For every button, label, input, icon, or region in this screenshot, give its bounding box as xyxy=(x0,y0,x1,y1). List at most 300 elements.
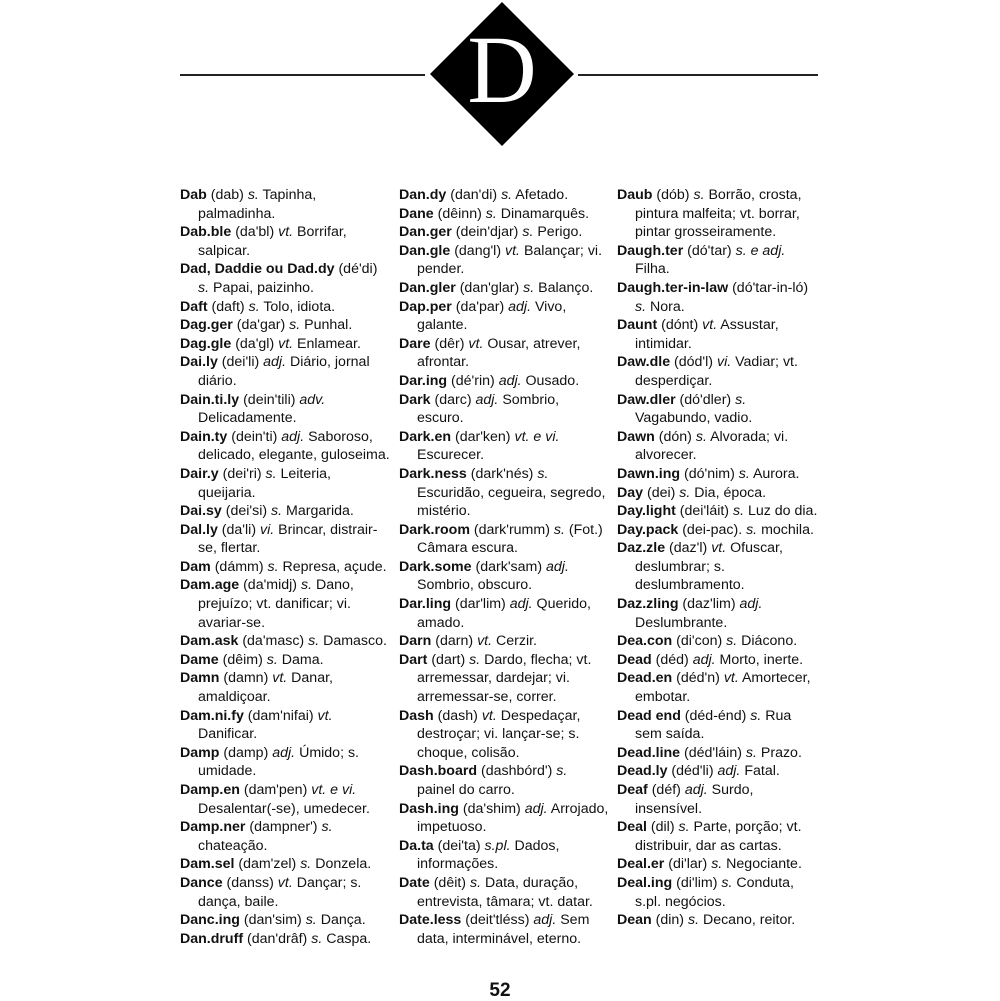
headword: Dain.ti.ly xyxy=(180,391,240,408)
pronunciation: (dash) xyxy=(433,707,482,724)
pronunciation: (dón) xyxy=(654,428,696,445)
headword: Daugh.ter-in-law xyxy=(617,279,729,296)
definition: Damasco. xyxy=(319,633,387,650)
headword: Danc.ing xyxy=(180,912,240,929)
definition: Rua sem saída. xyxy=(635,707,792,743)
pronunciation: (dêim) xyxy=(218,651,267,668)
dictionary-entry xyxy=(617,539,822,595)
definition: Danificar. xyxy=(198,726,258,743)
part-of-speech: s. xyxy=(693,187,705,203)
headword: Deaf xyxy=(617,782,648,798)
headword: Date.less xyxy=(399,912,462,929)
pronunciation: (damp) xyxy=(219,744,273,761)
page-number: 52 xyxy=(489,980,511,1001)
pronunciation: (dar'lim) xyxy=(451,596,510,613)
headword: Dan.dy xyxy=(399,187,447,203)
headword: Day xyxy=(617,484,644,501)
pronunciation: (dód'l) xyxy=(670,354,717,371)
definition: Dia, época. xyxy=(690,484,767,501)
pronunciation: (deit'tléss) xyxy=(461,912,534,929)
headword: Dark xyxy=(399,391,431,408)
pronunciation: (darc) xyxy=(430,391,476,408)
part-of-speech: vi. xyxy=(260,521,275,538)
dictionary-entry xyxy=(180,391,390,428)
part-of-speech: vt. xyxy=(468,335,484,352)
dictionary-entry xyxy=(180,707,390,744)
dictionary-entry xyxy=(399,242,609,279)
part-of-speech: vt. xyxy=(278,224,294,241)
part-of-speech: s. xyxy=(469,874,482,891)
headword: Dash.ing xyxy=(399,800,459,817)
pronunciation: (dan'glar) xyxy=(455,279,524,296)
part-of-speech: vt. e vi. xyxy=(311,782,357,798)
part-of-speech: vt. e vi. xyxy=(514,428,560,445)
definition: Sombrio, escuro. xyxy=(417,391,560,427)
definition: Tolo, idiota. xyxy=(259,298,336,315)
pronunciation: (dan'sim) xyxy=(239,912,306,929)
part-of-speech: s. xyxy=(678,819,690,836)
part-of-speech: s. xyxy=(556,763,568,780)
dictionary-entry xyxy=(399,800,609,837)
part-of-speech: vt. xyxy=(272,670,288,687)
definition: Donzela. xyxy=(311,856,372,873)
headword: Dad, Daddie ou Dad.dy xyxy=(180,261,335,278)
pronunciation: (dam'pen) xyxy=(239,782,312,798)
definition: Delicadamente. xyxy=(198,410,297,427)
part-of-speech: adj. xyxy=(475,391,499,408)
part-of-speech: s. xyxy=(289,317,301,334)
headword: Dag.gle xyxy=(180,335,232,352)
headword: Dash xyxy=(399,707,434,724)
dictionary-entry xyxy=(399,428,609,465)
dictionary-entry xyxy=(180,669,390,706)
part-of-speech: s. xyxy=(726,633,738,650)
headword: Dab.ble xyxy=(180,224,232,241)
definition: Dança. xyxy=(316,912,366,929)
definition: Dançar; s. dança, baile. xyxy=(198,874,362,910)
headword: Date xyxy=(399,874,430,891)
part-of-speech: adj. xyxy=(546,558,569,575)
definition: Surdo, insensível. xyxy=(635,782,754,817)
pronunciation: (da'li) xyxy=(217,521,260,538)
pronunciation: (dein'djar) xyxy=(451,224,523,241)
dictionary-entry xyxy=(617,428,822,465)
dictionary-entry xyxy=(399,205,609,224)
definition: Punhal. xyxy=(300,317,353,334)
header-rule-right xyxy=(578,74,818,76)
pronunciation: (dé'rin) xyxy=(447,372,499,389)
pronunciation: (din) xyxy=(651,912,688,929)
headword: Dark.en xyxy=(399,428,452,445)
definition: Afetado. xyxy=(512,187,569,203)
definition: Assustar, intimidar. xyxy=(635,317,779,352)
dictionary-entry xyxy=(617,651,822,670)
pronunciation: (dó'dler) xyxy=(675,391,736,408)
pronunciation: (dampner') xyxy=(245,819,322,836)
part-of-speech: s. xyxy=(198,279,210,296)
headword: Dar.ling xyxy=(399,596,452,613)
pronunciation: (dein'tili) xyxy=(239,391,300,408)
pronunciation: (dashbórd') xyxy=(477,763,557,780)
definition: Ousado. xyxy=(521,372,580,389)
pronunciation: (dark'rumm) xyxy=(469,521,554,538)
part-of-speech: vt. xyxy=(477,633,493,650)
part-of-speech: adj. xyxy=(272,744,296,761)
pronunciation: (dei'láit) xyxy=(675,503,733,520)
part-of-speech: vt. xyxy=(317,707,333,724)
dictionary-entry xyxy=(399,632,609,651)
dictionary-entry xyxy=(399,558,609,595)
definition: Amortecer, embotar. xyxy=(635,670,811,706)
part-of-speech: s. xyxy=(300,577,313,594)
dictionary-entry xyxy=(180,298,390,317)
part-of-speech: s. xyxy=(523,279,535,296)
headword: Dead.ly xyxy=(617,763,668,780)
headword: Dane xyxy=(399,205,434,222)
pronunciation: (déf) xyxy=(647,782,685,798)
part-of-speech: s. xyxy=(321,819,333,836)
part-of-speech: s. xyxy=(745,744,757,761)
dictionary-entry xyxy=(617,744,822,763)
definition: painel do carro. xyxy=(417,782,515,798)
pronunciation: (daft) xyxy=(207,298,249,315)
headword: Dawn.ing xyxy=(617,465,681,482)
definition: Arrojado, impetuoso. xyxy=(417,800,609,836)
headword: Daw.dle xyxy=(617,354,671,371)
dictionary-entry xyxy=(617,391,822,428)
definition: Dinamarquês. xyxy=(496,205,590,222)
dictionary-entry xyxy=(399,707,609,763)
pronunciation: (dêinn) xyxy=(433,205,486,222)
part-of-speech: s. xyxy=(735,391,747,408)
definition: Vadiar; vt. desperdiçar. xyxy=(635,354,798,389)
dictionary-entry xyxy=(180,874,390,911)
part-of-speech: vt. xyxy=(702,317,718,334)
part-of-speech: adj. xyxy=(263,354,287,371)
definition: Cerzir. xyxy=(492,633,537,650)
headword: Dean xyxy=(617,912,652,929)
definition: Leiteria, queijaria. xyxy=(198,465,331,501)
headword: Darn xyxy=(399,633,432,650)
dictionary-entry xyxy=(617,911,822,930)
definition: Diário, jornal diário. xyxy=(198,354,370,389)
dictionary-entry xyxy=(180,558,390,577)
definition: Alvorada; vi. alvorecer. xyxy=(635,428,789,464)
part-of-speech: s. xyxy=(695,428,707,445)
dictionary-entry xyxy=(399,874,609,911)
definition: Saboroso, delicado, elegante, guloseima. xyxy=(198,428,390,464)
dictionary-entry xyxy=(617,855,822,874)
headword: Dan.ger xyxy=(399,224,452,241)
dictionary-entry xyxy=(180,465,390,502)
part-of-speech: adv. xyxy=(299,391,326,408)
dictionary-entry xyxy=(180,781,390,818)
pronunciation: (déd'li) xyxy=(667,763,718,780)
part-of-speech: s. xyxy=(537,465,549,482)
dictionary-entry xyxy=(617,818,822,855)
headword: Dai.sy xyxy=(180,503,222,520)
dictionary-entry xyxy=(399,837,609,874)
headword: Dap.per xyxy=(399,298,452,315)
header-rule-left xyxy=(180,74,425,76)
definition: Dano, prejuízo; vt. danificar; vi. avariar-se. xyxy=(198,577,354,631)
pronunciation: (da'gar) xyxy=(232,317,290,334)
headword: Damp.ner xyxy=(180,819,246,836)
pronunciation: (dei) xyxy=(643,484,680,501)
definition: Prazo. xyxy=(756,744,802,761)
definition: Borrifar, salpicar. xyxy=(198,224,347,259)
definition: Ousar, atrever, afrontar. xyxy=(417,335,581,371)
definition: Parte, porção; vt. distribuir, dar as cartas. xyxy=(635,819,802,854)
pronunciation: (dart) xyxy=(427,651,470,668)
headword: Dan.gler xyxy=(399,279,456,296)
definition: Enlamear. xyxy=(293,335,361,352)
dictionary-entry xyxy=(399,279,609,298)
pronunciation: (darn) xyxy=(431,633,478,650)
definition: Deslumbrante. xyxy=(635,614,728,631)
headword: Dead.line xyxy=(617,744,681,761)
headword: Dea.con xyxy=(617,633,673,650)
pronunciation: (dei'li) xyxy=(217,354,264,371)
definition: mochila. xyxy=(757,521,814,538)
dictionary-entry xyxy=(617,316,822,353)
part-of-speech: s. xyxy=(721,874,733,891)
headword: Dam.ni.fy xyxy=(180,707,244,724)
definition: Dados, informações. xyxy=(417,837,560,873)
dictionary-entry xyxy=(180,428,390,465)
pronunciation: (dei'ta) xyxy=(433,837,485,854)
part-of-speech: s. xyxy=(553,521,565,538)
part-of-speech: s. xyxy=(711,856,723,873)
pronunciation: (dé'di) xyxy=(334,261,378,278)
pronunciation: (di'lim) xyxy=(672,874,722,891)
pronunciation: (daz'l) xyxy=(665,540,712,557)
dictionary-entry xyxy=(180,316,390,335)
dictionary-entry xyxy=(399,186,609,205)
definition: Aurora. xyxy=(749,465,800,482)
definition: Data, duração, entrevista, tâmara; vt. datar. xyxy=(417,874,593,910)
pronunciation: (dei'si) xyxy=(221,503,272,520)
pronunciation: (dam'zel) xyxy=(234,856,301,873)
headword: Daz.zling xyxy=(617,596,679,613)
part-of-speech: vt. xyxy=(711,540,727,557)
headword: Daugh.ter xyxy=(617,242,684,259)
pronunciation: (dêit) xyxy=(429,874,470,891)
pronunciation: (dónt) xyxy=(657,317,703,334)
dictionary-entry xyxy=(180,818,390,855)
pronunciation: (dang'l) xyxy=(450,242,506,259)
headword: Dan.druff xyxy=(180,930,244,947)
pronunciation: (dei-pac). xyxy=(678,521,747,538)
definition: Querido, amado. xyxy=(417,596,591,631)
dictionary-entry xyxy=(617,762,822,781)
definition: Balançar; vi. pender. xyxy=(417,242,603,278)
part-of-speech: adj. xyxy=(739,596,763,613)
headword: Dare xyxy=(399,335,431,352)
dictionary-entry xyxy=(617,781,822,818)
part-of-speech: s. xyxy=(266,651,278,668)
part-of-speech: vt. xyxy=(481,707,497,724)
pronunciation: (dei'ri) xyxy=(218,465,266,482)
dictionary-entry xyxy=(399,595,609,632)
pronunciation: (dó'tar-in-ló) xyxy=(728,279,809,296)
pronunciation: (déd) xyxy=(651,651,693,668)
part-of-speech: s. xyxy=(469,651,481,668)
dictionary-entry xyxy=(399,391,609,428)
column-2 xyxy=(399,186,609,948)
headword: Dam.age xyxy=(180,577,240,594)
dictionary-entry xyxy=(617,465,822,484)
dictionary-entry xyxy=(399,465,609,521)
pronunciation: (dan'drâf) xyxy=(243,930,312,947)
part-of-speech: s. xyxy=(248,298,260,315)
pronunciation: (di'con) xyxy=(672,633,727,650)
dictionary-entry xyxy=(617,669,822,706)
headword: Dead xyxy=(617,651,652,668)
headword: Dart xyxy=(399,651,428,668)
headword: Dan.gle xyxy=(399,242,451,259)
part-of-speech: s. xyxy=(267,558,279,575)
dictionary-entry xyxy=(180,260,390,297)
part-of-speech: s. xyxy=(485,205,497,222)
dictionary-entry xyxy=(180,930,390,949)
dictionary-entry xyxy=(180,186,390,223)
part-of-speech: s. xyxy=(687,912,700,929)
definition: Filha. xyxy=(635,261,670,278)
definition: Tapinha, palmadinha. xyxy=(198,187,317,222)
pronunciation: (da'masc) xyxy=(238,633,309,650)
headword: Dab xyxy=(180,187,207,203)
pronunciation: (damn) xyxy=(219,670,273,687)
headword: Daw.dler xyxy=(617,391,676,408)
pronunciation: (déd-énd) xyxy=(680,707,751,724)
part-of-speech: s. xyxy=(271,503,283,520)
headword: Damp.en xyxy=(180,782,240,798)
pronunciation: (daz'lim) xyxy=(678,596,740,613)
headword: Deal xyxy=(617,819,647,836)
section-letter: D xyxy=(467,16,537,123)
headword: Dam.sel xyxy=(180,856,235,873)
part-of-speech: s. xyxy=(522,224,534,241)
definition: Vivo, galante. xyxy=(417,298,567,334)
part-of-speech: s. xyxy=(308,633,320,650)
part-of-speech: s. xyxy=(732,503,745,520)
dictionary-entry xyxy=(617,242,822,279)
definition: Margarida. xyxy=(282,503,354,520)
dictionary-entry xyxy=(180,576,390,632)
definition: Caspa. xyxy=(322,930,372,947)
headword: Deal.ing xyxy=(617,874,673,891)
dictionary-entry xyxy=(617,595,822,632)
definition: Escurecer. xyxy=(417,447,485,464)
headword: Dark.room xyxy=(399,521,470,538)
dictionary-entry xyxy=(617,353,822,390)
part-of-speech: vi. xyxy=(716,354,732,371)
pronunciation: (dil) xyxy=(646,819,679,836)
definition: Perigo. xyxy=(533,224,583,241)
headword: Daz.zle xyxy=(617,540,666,557)
part-of-speech: s. xyxy=(300,856,312,873)
headword: Daunt xyxy=(617,317,658,334)
pronunciation: (di'lar) xyxy=(664,856,712,873)
definition: chateação. xyxy=(198,837,268,854)
part-of-speech: vt. xyxy=(505,242,520,259)
dictionary-entry xyxy=(399,911,609,948)
part-of-speech: s. xyxy=(311,930,323,947)
part-of-speech: s. xyxy=(247,187,259,203)
headword: Dead end xyxy=(617,707,681,724)
dictionary-entry xyxy=(180,521,390,558)
headword: Dal.ly xyxy=(180,521,218,538)
definition: Sombrio, obscuro. xyxy=(417,577,533,594)
pronunciation: (déd'n) xyxy=(672,670,724,687)
headword: Dam xyxy=(180,558,211,575)
dictionary-entry xyxy=(180,632,390,651)
dictionary-entry xyxy=(399,521,609,558)
pronunciation: (dó'nim) xyxy=(680,465,739,482)
pronunciation: (da'shim) xyxy=(458,800,525,817)
definition: Decano, reitor. xyxy=(699,912,796,929)
dictionary-entry xyxy=(180,335,390,354)
dictionary-entry xyxy=(617,484,822,503)
part-of-speech: s. xyxy=(750,707,762,724)
headword: Day.pack xyxy=(617,521,679,538)
headword: Deal.er xyxy=(617,856,665,873)
definition: Brincar, distrair-se, flertar. xyxy=(198,521,378,557)
pronunciation: (dab) xyxy=(206,187,248,203)
definition: Negociante. xyxy=(722,856,802,873)
headword: Damp xyxy=(180,744,220,761)
dictionary-entry xyxy=(180,855,390,874)
pronunciation: (dámm) xyxy=(210,558,268,575)
dictionary-entry xyxy=(399,762,609,799)
dictionary-entry xyxy=(180,223,390,260)
dictionary-entry xyxy=(399,335,609,372)
part-of-speech: s. xyxy=(265,465,277,482)
definition: Borrão, crosta, pintura malfeita; vt. borrar, pintar grosseiramente. xyxy=(635,187,802,241)
dictionary-entry xyxy=(180,353,390,390)
headword: Dance xyxy=(180,874,223,891)
definition: Sem data, interminável, eterno. xyxy=(417,912,590,947)
headword: Daft xyxy=(180,298,208,315)
pronunciation: (da'bl) xyxy=(231,224,279,241)
part-of-speech: vt. xyxy=(723,670,739,687)
pronunciation: (dam'nifai) xyxy=(243,707,318,724)
column-1 xyxy=(180,186,390,948)
part-of-speech: adj. xyxy=(524,800,548,817)
part-of-speech: adj. xyxy=(692,651,716,668)
part-of-speech: adj. xyxy=(533,912,557,929)
part-of-speech: adj. xyxy=(281,428,305,445)
definition: Represa, açude. xyxy=(278,558,387,575)
headword: Dead.en xyxy=(617,670,673,687)
pronunciation: (dar'ken) xyxy=(451,428,515,445)
headword: Dag.ger xyxy=(180,317,233,334)
headword: Dash.board xyxy=(399,763,478,780)
dictionary-entry xyxy=(617,874,822,911)
pronunciation: (da'midj) xyxy=(239,577,301,594)
definition: Vagabundo, vadio. xyxy=(635,410,753,427)
definition: Diácono. xyxy=(737,633,798,650)
headword: Day.light xyxy=(617,503,676,520)
definition: Escuridão, cegueira, segredo, mistério. xyxy=(417,484,606,520)
definition: Papai, paizinho. xyxy=(209,279,314,296)
definition: Danar, amaldiçoar. xyxy=(198,670,333,706)
headword: Da.ta xyxy=(399,837,434,854)
dictionary-entry xyxy=(180,744,390,781)
part-of-speech: s. xyxy=(635,298,647,315)
headword: Dark.some xyxy=(399,558,472,575)
